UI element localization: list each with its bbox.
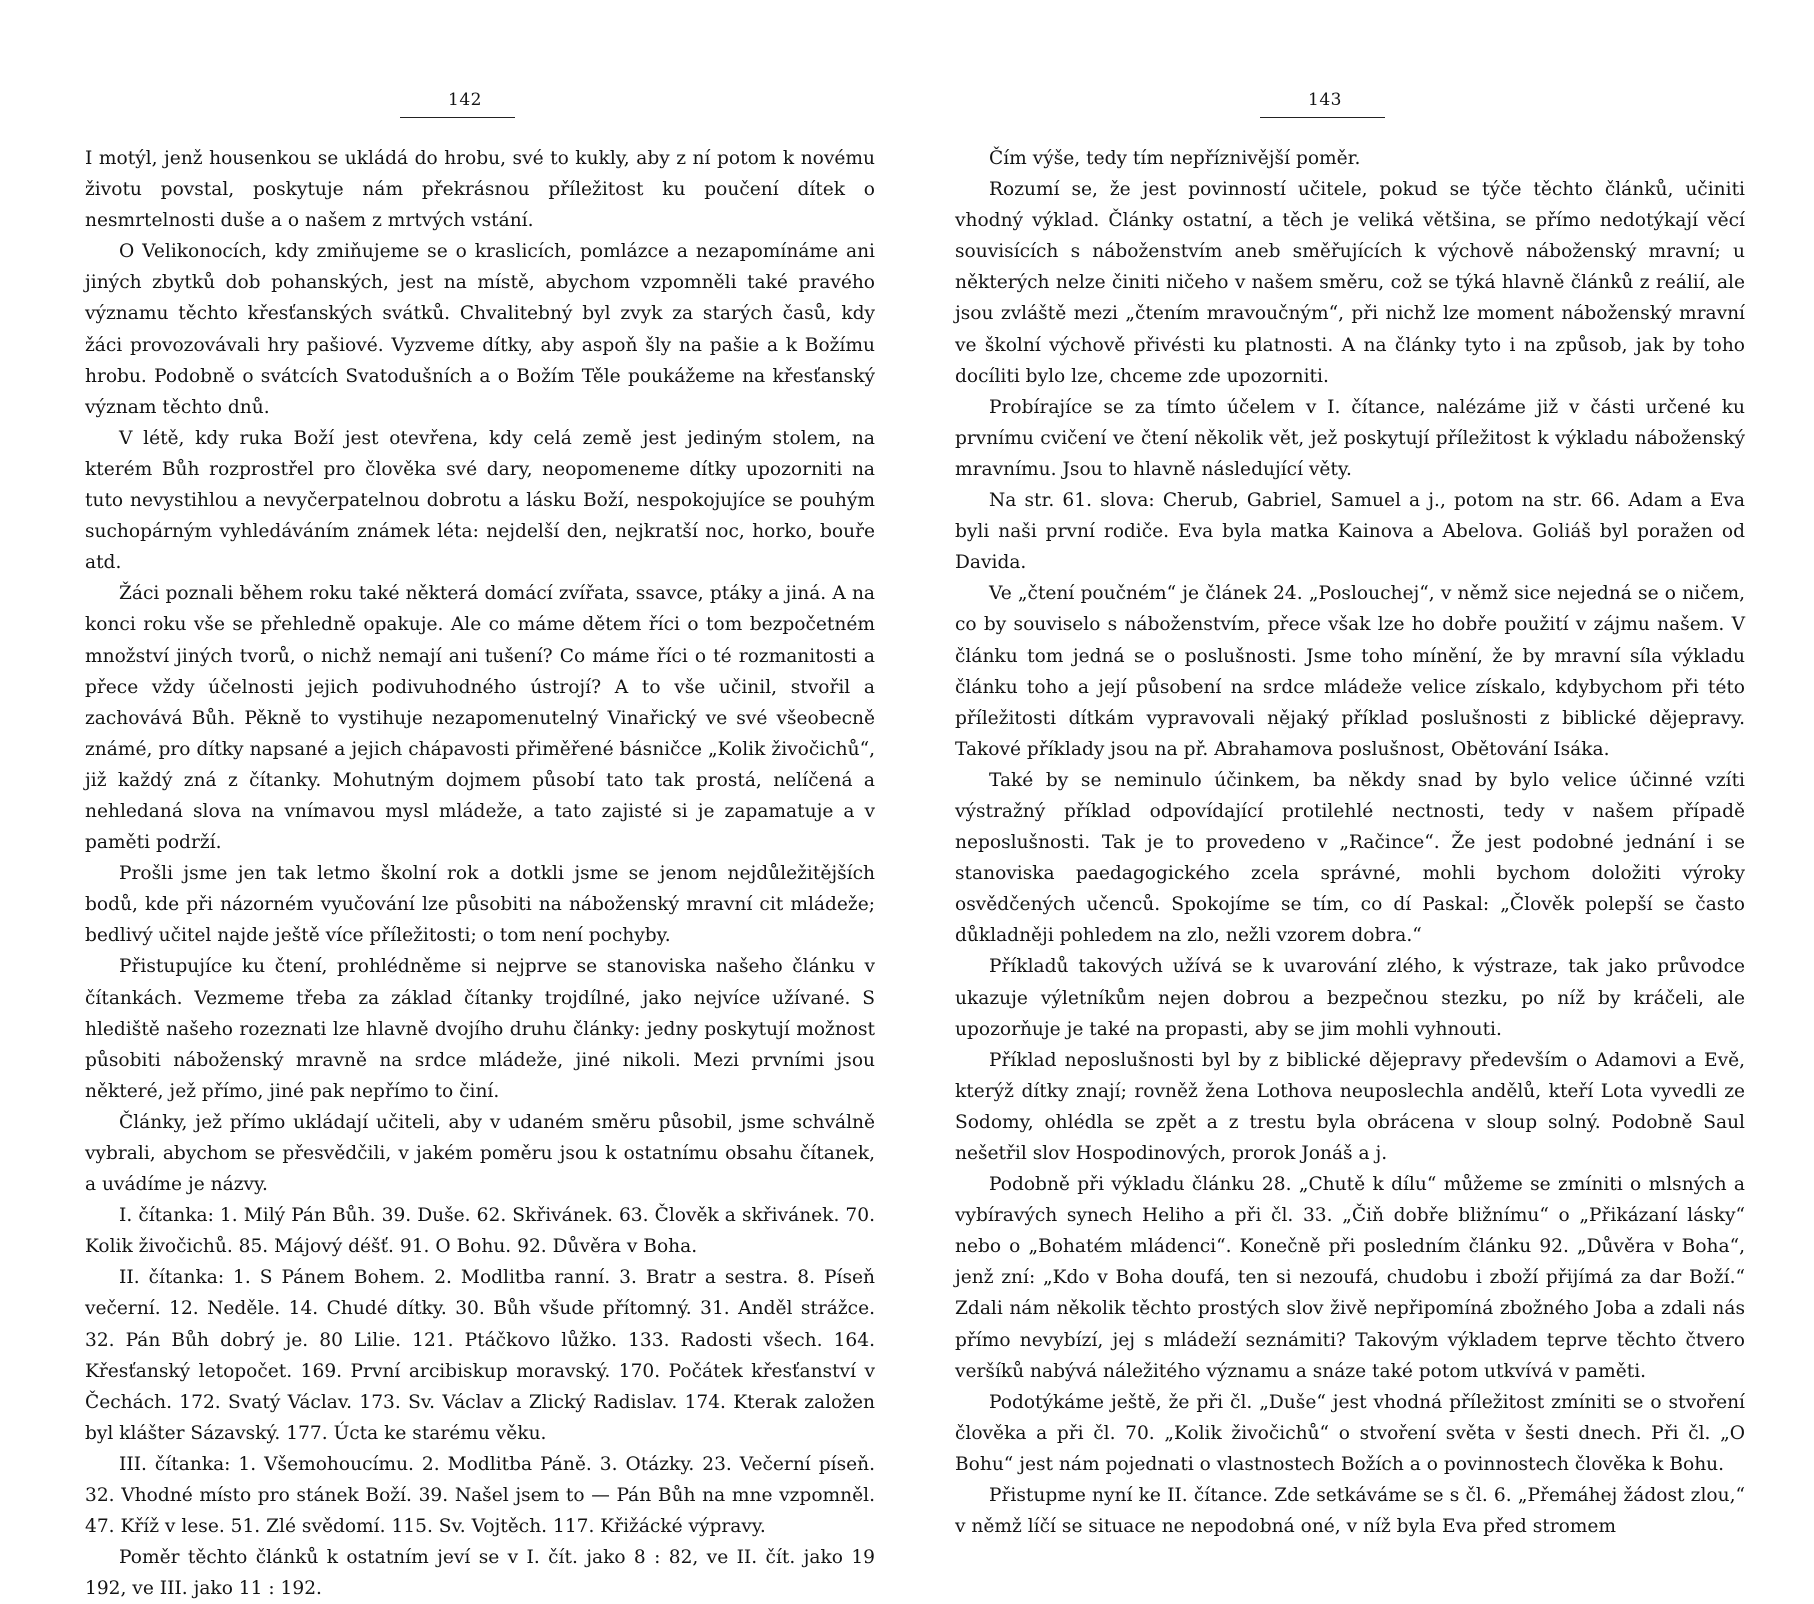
right-page [955, 0, 1745, 1538]
paragraph: Žáci poznali během roku také některá domácí zvířata, ssavce, ptáky a jiná. A na konci roku vše se přehledně opakuje. Ale co máme dětem říci o tom bezpočetném množství jiných tvorů, o nichž nemají ani tušení? Co máme říci o té rozmanitosti a přece vždy účelnosti jejich podivuhodného ústrojí? A to vše učinil, stvořil a zachovává Bůh. Pěkně to vystihuje nezapomenutelný Vinařický ve své všeobecně známé, pro dítky napsané a jejich chápavosti přiměřené básničce „Kolik živočichů“, již každý zná z čítanky. Mohutným dojmem působí tato tak prostá, nelíčená a nehledaná slova na vnímavou mysl mládeže, a tato zajisté si je zapamatuje a v paměti podrží. [85, 583, 875, 854]
paragraph: Čím výše, tedy tím nepříznivější poměr. [989, 148, 1361, 169]
paragraph: Podotýkáme ještě, že při čl. „Duše“ jest vhodná příležitost zmíniti se o stvoření člověka a při čl. 70. „Kolik živočichů“ o stvoření světa v šesti dnech. Při čl. „O Bohu“ jest nám pojednati o vlastnostech Božích a o povinnostech člověka k Bohu. [955, 1391, 1745, 1475]
page-body [955, 143, 1745, 1542]
paragraph: O Velikonocích, kdy zmiňujeme se o kraslicích, pomlázce a nezapomínáme ani jiných zbytků dob pohanských, jest na místě, abychom vzpomněli také pravého významu těchto křesťanských svátků. Chvalitebný byl zvyk za starých časů, kdy žáci provozovávali hry pašiové. Vyzveme dítky, aby aspoň šly na pašie a k Božímu hrobu. Podobně o svátcích Svatodušních a o Božím Těle poukážeme na křesťanský význam těchto dnů. [85, 241, 875, 418]
paragraph: Poměr těchto článků k ostatním jeví se v I. čít. jako 8 : 82, ve II. čít. jako 19 192, ve III. jako 11 : 192. [85, 1547, 875, 1600]
page-number: 143 [1308, 90, 1342, 110]
paragraph: II. čítanka: 1. S Pánem Bohem. 2. Modlitba ranní. 3. Bratr a sestra. 8. Píseň večerní. 12. Neděle. 14. Chudé dítky. 30. Bůh všude přítomný. 31. Anděl strážce. 32. Pán Bůh dobrý je. 80 Lilie. 121. Ptáčkovo lůžko. 133. Radosti všech. 164. Křesťanský letopočet. 169. První arcibiskup moravský. 170. Počátek křesťanství v Čechách. 172. Svatý Václav. 173. Sv. Václav a Zlický Radislav. 174. Kterak založen byl klášter Sázavský. 177. Úcta ke starému věku. [85, 1267, 875, 1444]
paragraph: III. čítanka: 1. Všemohoucímu. 2. Modlitba Páně. 3. Otázky. 23. Večerní píseň. 32. Vhodné místo pro stánek Boží. 39. Našel jsem to — Pán Bůh na mne vzpomněl. 47. Kříž v lese. 51. Zlé svědomí. 115. Sv. Vojtěch. 117. Křižácké výpravy. [85, 1453, 875, 1538]
paragraph: I. čítanka: 1. Milý Pán Bůh. 39. Duše. 62. Skřivánek. 63. Člověk a skřivánek. 70. Kolik živočichů. 85. Májový déšť. 91. O Bohu. 92. Důvěra v Boha. [85, 1205, 875, 1258]
paragraph: Přistupme nyní ke II. čítance. Zde setkáváme se s čl. 6. „Přemáhej žádost zlou,“ v němž líčí se situace ne nepodobná oné, v níž byla Eva před stromem [955, 1485, 1745, 1538]
paragraph: Příkladů takových užívá se k uvarování zlého, k výstraze, tak jako průvodce ukazuje výletníkům nejen dobrou a bezpečnou stezku, po níž by kráčeli, ale upozorňuje je také na propasti, aby se jim mohli vyhnouti. [955, 956, 1745, 1040]
paragraph: Rozumí se, že jest povinností učitele, pokud se týče těchto článků, učiniti vhodný výklad. Články ostatní, a těch je veliká většina, se přímo nedotýkají věcí souvisících s náboženstvím aneb směřujících k výchově náboženský mravní; u některých nelze činiti ničeho v našem směru, což se týká hlavně článků z reálií, ale jsou zvláště mezi „čtením mravoučným“, při nichž lze moment náboženský mravní ve školní výchově přivésti ku platnosti. A na články tyto i na způsob, jak by toho docíliti bylo lze, chceme zde upozorniti. [955, 179, 1745, 387]
header-rule [400, 117, 515, 118]
paragraph: Podobně při výkladu článku 28. „Chutě k dílu“ můžeme se zmíniti o mlsných a vybíravých synech Heliho a při čl. 33. „Čiň dobře bližnímu“ o „Přikázaní lásky“ nebo o „Bohatém mládenci“. Konečně při posledním článku 92. „Důvěra v Boha“, jenž zní: „Kdo v Boha doufá, ten si nezoufá, chudobu i zboží přijímá za dar Boží.“ Zdali nám několik těchto prostých slov živě nepřipomíná zbožného Joba a zdali nás přímo nevybízí, jej s mládeží seznámiti? Takovým výkladem teprve těchto čtvero veršíků nabývá náležitého významu a snáze také potom utkvívá v paměti. [955, 1174, 1745, 1382]
paragraph: Také by se neminulo účinkem, ba někdy snad by bylo velice účinné vzíti výstražný příklad odpovídající protilehlé nectnosti, tedy v našem případě neposlušnosti. Tak je to provedeno v „Račince“. Že jest podobné jednání i se stanoviska paedagogického zcela správné, mohli bychom doložiti výroky osvědčených učenců. Spokojíme se tím, co dí Paskal: „Člověk polepší se často důkladněji pohledem na zlo, nežli vzorem dobra.“ [955, 769, 1745, 947]
header-rule [1260, 117, 1385, 118]
paragraph: Probírajíce se za tímto účelem v I. čítance, nalézáme již v části určené ku prvnímu cvičení ve čtení několik vět, jež poskytují příležitost k výkladu náboženský mravnímu. Jsou to hlavně následující věty. [955, 396, 1745, 480]
paragraph: Prošli jsme jen tak letmo školní rok a dotkli jsme se jenom nejdůležitějších bodů, kde při názorném vyučování lze působiti na náboženský mravní cit mládeže; bedlivý učitel najde ještě více příležitosti; o tom není pochyby. [85, 863, 875, 947]
paragraph: Články, jež přímo ukládají učiteli, aby v udaném směru působil, jsme schválně vybrali, abychom se přesvědčili, v jakém poměru jsou k ostatnímu obsahu čítanek, a uvádíme je názvy. [85, 1111, 875, 1196]
paragraph: I motýl, jenž housenkou se ukládá do hrobu, své to kukly, aby z ní potom k novému životu povstal, poskytuje nám překrásnou příležitost ku poučení dítek o nesmrtelnosti duše a o našem z mrtvých vstání. [85, 148, 875, 232]
paragraph: V létě, kdy ruka Boží jest otevřena, kdy celá země jest jediným stolem, na kterém Bůh rozprostřel pro člověka své dary, neopomeneme dítky upozorniti na tuto nevystihlou a nevyčerpatelnou dobrotu a lásku Boží, nespokojujíce se pouhým suchopárným vyhledáváním známek léta: nejdelší den, nejkratší noc, horko, bouře atd. [85, 427, 875, 574]
paragraph: Ve „čtení poučném“ je článek 24. „Poslouchej“, v němž sice nejedná se o ničem, co by souviselo s náboženstvím, přece však lze ho dobře použití v zájmu našem. V článku tom jedná se o poslušnosti. Jsme toho mínění, že by mravní síla výkladu článku toho a její působení na srdce mládeže velice získalo, kdybychom při této příležitosti dítkám vypravovali nějaký příklad poslušnosti z biblické dějepravy. Takové příklady jsou na př. Abrahamova poslušnost, Obětování Isáka. [955, 583, 1745, 760]
page-number: 142 [448, 90, 482, 110]
paragraph: Na str. 61. slova: Cherub, Gabriel, Samuel a j., potom na str. 66. Adam a Eva byli naši první rodiče. Eva byla matka Kainova a Abelova. Goliáš byl poražen od Davida. [955, 490, 1745, 574]
page-body [85, 143, 875, 1604]
left-page [85, 0, 875, 1600]
paragraph: Přistupujíce ku čtení, prohlédněme si nejprve se stanoviska našeho článku v čítankách. Vezmeme třeba za základ čítanky trojdílné, jako nejvíce užívané. S hlediště našeho rozeznati lze hlavně dvojího druhu články: jedny poskytují možnost působiti náboženský mravně na srdce mládeže, jiné nikoli. Mezi prvními jsou některé, jež přímo, jiné pak nepřímo to činí. [85, 956, 875, 1102]
paragraph: Příklad neposlušnosti byl by z biblické dějepravy především o Adamovi a Evě, kterýž dítky znají; rovněž žena Lothova neuposlechla andělů, kteří Lota vyvedli ze Sodomy, ohlédla se zpět a z trestu byla obrácena v sloup solný. Podobně Saul nešetřil slov Hospodinových, prorok Jonáš a j. [955, 1049, 1745, 1164]
